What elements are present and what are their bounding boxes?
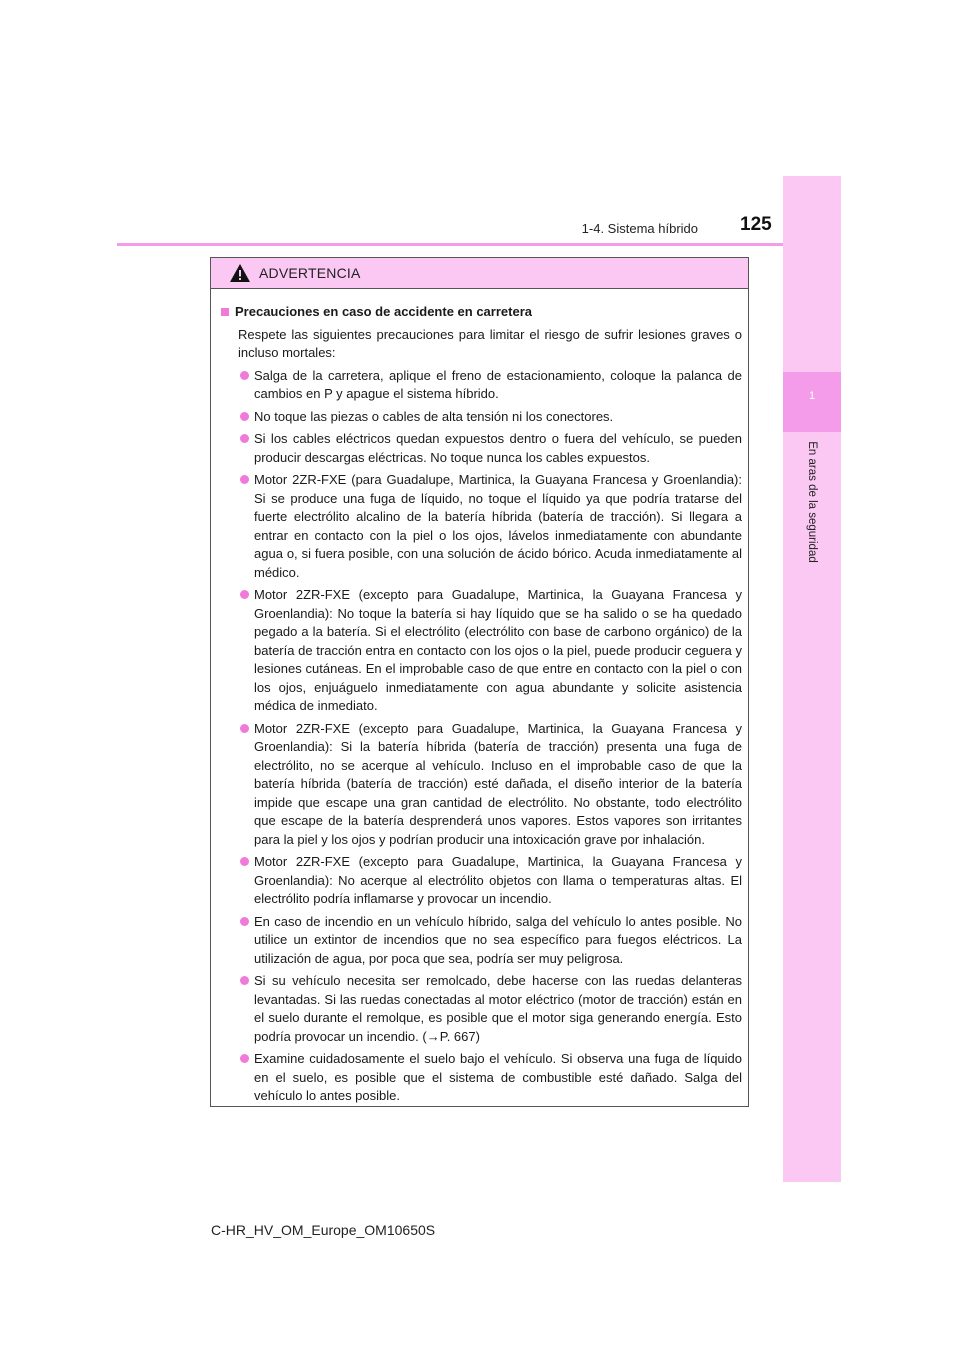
list-item xyxy=(219,408,742,427)
list-item xyxy=(219,586,742,716)
bullet-dot-icon xyxy=(240,412,249,421)
list-item-text: Examine cuidadosamente el suelo bajo el vehículo. Si observa una fuga de líquido en el suelo, es posible que el sistema de combustible esté dañado. Salga del vehículo lo antes posible. xyxy=(254,1051,742,1103)
bullet-dot-icon xyxy=(240,1054,249,1063)
warning-body xyxy=(211,289,748,1106)
bullet-dot-icon xyxy=(240,434,249,443)
list-item-text: No toque las piezas o cables de alta tensión ni los conectores. xyxy=(254,408,614,424)
bullet-dot-icon xyxy=(240,371,249,380)
chapter-marker xyxy=(783,372,841,432)
list-item-text: Motor 2ZR-FXE (excepto para Guadalupe, Martinica, la Guayana Francesa y Groenlandia): No acerque al electrólito objetos con llama o temperaturas altas. El electrólito podría inflamarse y provocar un incendio. xyxy=(254,854,742,906)
warning-title: ADVERTENCIA xyxy=(259,265,361,281)
list-item xyxy=(219,913,742,969)
list-item xyxy=(219,1050,742,1106)
bullet-dot-icon xyxy=(240,917,249,926)
document-code: C-HR_HV_OM_Europe_OM10650S xyxy=(211,1222,436,1238)
section-title: 1-4. Sistema híbrido xyxy=(581,221,698,236)
list-item-text: Salga de la carretera, aplique el freno de estacionamiento, coloque la palanca de cambios en P y apague el sistema híbrido. xyxy=(254,367,742,401)
bullet-dot-icon xyxy=(240,590,249,599)
list-item xyxy=(219,720,742,850)
warning-heading-text: Precauciones en caso de accidente en carretera xyxy=(235,304,532,319)
side-chapter-tab xyxy=(783,176,841,1182)
warning-heading xyxy=(219,303,742,322)
list-item-text: Si los cables eléctricos quedan expuestos dentro o fuera del vehículo, se pueden producir descargas eléctricas. No toque nunca los cables expuestos. xyxy=(254,431,742,465)
chapter-number: 1 xyxy=(808,390,816,402)
square-bullet-icon xyxy=(221,308,229,316)
list-item xyxy=(219,430,742,467)
list-item-text: En caso de incendio en un vehículo híbrido, salga del vehículo lo antes posible. No utilice un extintor de incendios que no sea específico para fuegos eléctricos. La utilización de agua, por poca que sea, podría ser muy peligrosa. xyxy=(254,913,742,966)
page-number: 125 xyxy=(740,214,772,235)
list-item-text: Motor 2ZR-FXE (excepto para Guadalupe, Martinica, la Guayana Francesa y Groenlandia): Si la batería híbrida (batería de tracción) presenta una fuga de electrólito, no se acerque al vehículo. Incluso en el improbable caso de que la batería híbrida (batería de tracción) esté dañada, el diseño interior de la batería impide que escape una gran cantidad de electrólito. No obstante, todo electrólito que escape de la batería desprenderá unos vapores. Estos vapores son irritantes para la piel y los ojos y podrían producir una intoxicación grave por inhalación. xyxy=(254,720,742,847)
bullet-dot-icon xyxy=(240,475,249,484)
list-item xyxy=(219,471,742,582)
header-rule xyxy=(117,243,783,246)
list-item xyxy=(219,853,742,909)
warning-intro: Respete las siguientes precauciones para limitar el riesgo de sufrir lesiones graves o incluso mortales: xyxy=(238,326,742,360)
list-item xyxy=(219,972,742,1046)
warning-box xyxy=(210,257,749,1107)
warning-triangle-icon xyxy=(229,263,251,283)
list-item-text: Si su vehículo necesita ser remolcado, debe hacerse con las ruedas delanteras levantadas. Si las ruedas conectadas al motor eléctrico (motor de tracción) están en el suelo durante el remolque, es posible que el motor siga generando energía. Esto podría provocar un incendio. (→P. 667) xyxy=(254,973,742,1044)
list-item-text: Motor 2ZR-FXE (para Guadalupe, Martinica, la Guayana Francesa y Groenlandia): Si se produce una fuga de líquido, no toque el líquido ya que podría tratarse del fuerte electrólito alcalino de la batería híbrida (batería de tracción). Si llegara a entrar en contacto con la piel o los ojos, lávelos inmediatamente con abundante agua o, si fuera posible, con una solución de ácido bórico. Acuda inmediatamente al médico. xyxy=(254,472,742,580)
bullet-dot-icon xyxy=(240,976,249,985)
chapter-label: En aras de la seguridad xyxy=(806,441,818,563)
bullet-dot-icon xyxy=(240,857,249,866)
bullet-dot-icon xyxy=(240,724,249,733)
list-item-text: Motor 2ZR-FXE (excepto para Guadalupe, Martinica, la Guayana Francesa y Groenlandia): No toque la batería si hay líquido que se ha salido o se ha quedado pegado a la batería. Si el electrólito (electrólito con base de carbono orgánico) de la batería de tracción entra en contacto con los ojos o la piel, puede producir ceguera y lesiones cutáneas. En el improbable caso de que entre en contacto con la piel o con los ojos, enjuáguelo inmediatamente con agua abundante y solicite asistencia médica de inmediato. xyxy=(254,587,742,713)
list-item xyxy=(219,367,742,404)
warning-header xyxy=(211,258,748,289)
